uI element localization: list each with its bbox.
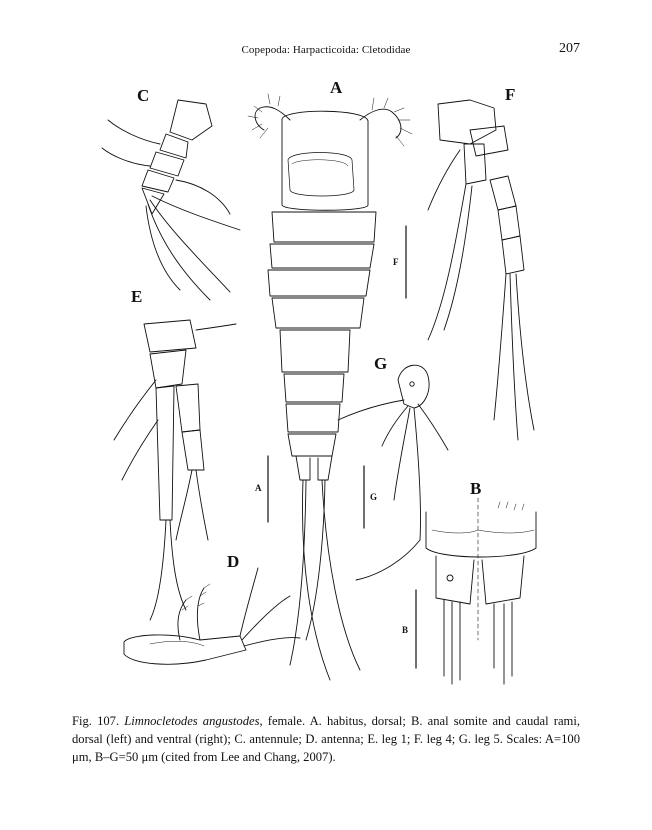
caption-text: , female. A. habitus, dorsal; B. anal somite and caudal rami, dorsal (left) and ventral (right); C. antennule; D. antenna; E. leg 1; F. leg 4; G. leg 5. Scales: A=100 μm, B–G=50 μm (cited from Lee and Chang, 2007). (72, 714, 580, 764)
panel-label-f: F (505, 85, 516, 104)
panel-e-leg1-drawing (114, 320, 236, 620)
caption-species: Limnocletodes angustodes (124, 714, 260, 728)
figure-plate (0, 60, 652, 700)
panel-b-caudal-drawing (426, 498, 536, 684)
page-number: 207 (559, 41, 580, 56)
panel-c-antennule-drawing (102, 100, 240, 300)
panel-label-c: C (137, 86, 150, 105)
panel-label-b: B (470, 479, 482, 498)
caption-prefix: Fig. 107. (72, 714, 120, 728)
panel-label-a: A (330, 78, 343, 97)
panel-a-habitus-drawing (248, 94, 412, 680)
scale-label-g: G (370, 492, 378, 502)
scale-label-f: F (393, 257, 399, 267)
panel-label-g: G (374, 354, 388, 373)
panel-g-leg5-drawing (338, 365, 448, 580)
panel-f-leg4-drawing (428, 100, 534, 440)
scale-label-a: A (255, 483, 262, 493)
figure-caption (72, 712, 580, 766)
panel-label-d: D (227, 552, 240, 571)
panel-d-antenna-drawing (124, 568, 300, 664)
running-head: Copepoda: Harpacticoida: Cletodidae (241, 44, 411, 56)
panel-label-e: E (131, 287, 143, 306)
scale-label-b: B (402, 625, 409, 635)
